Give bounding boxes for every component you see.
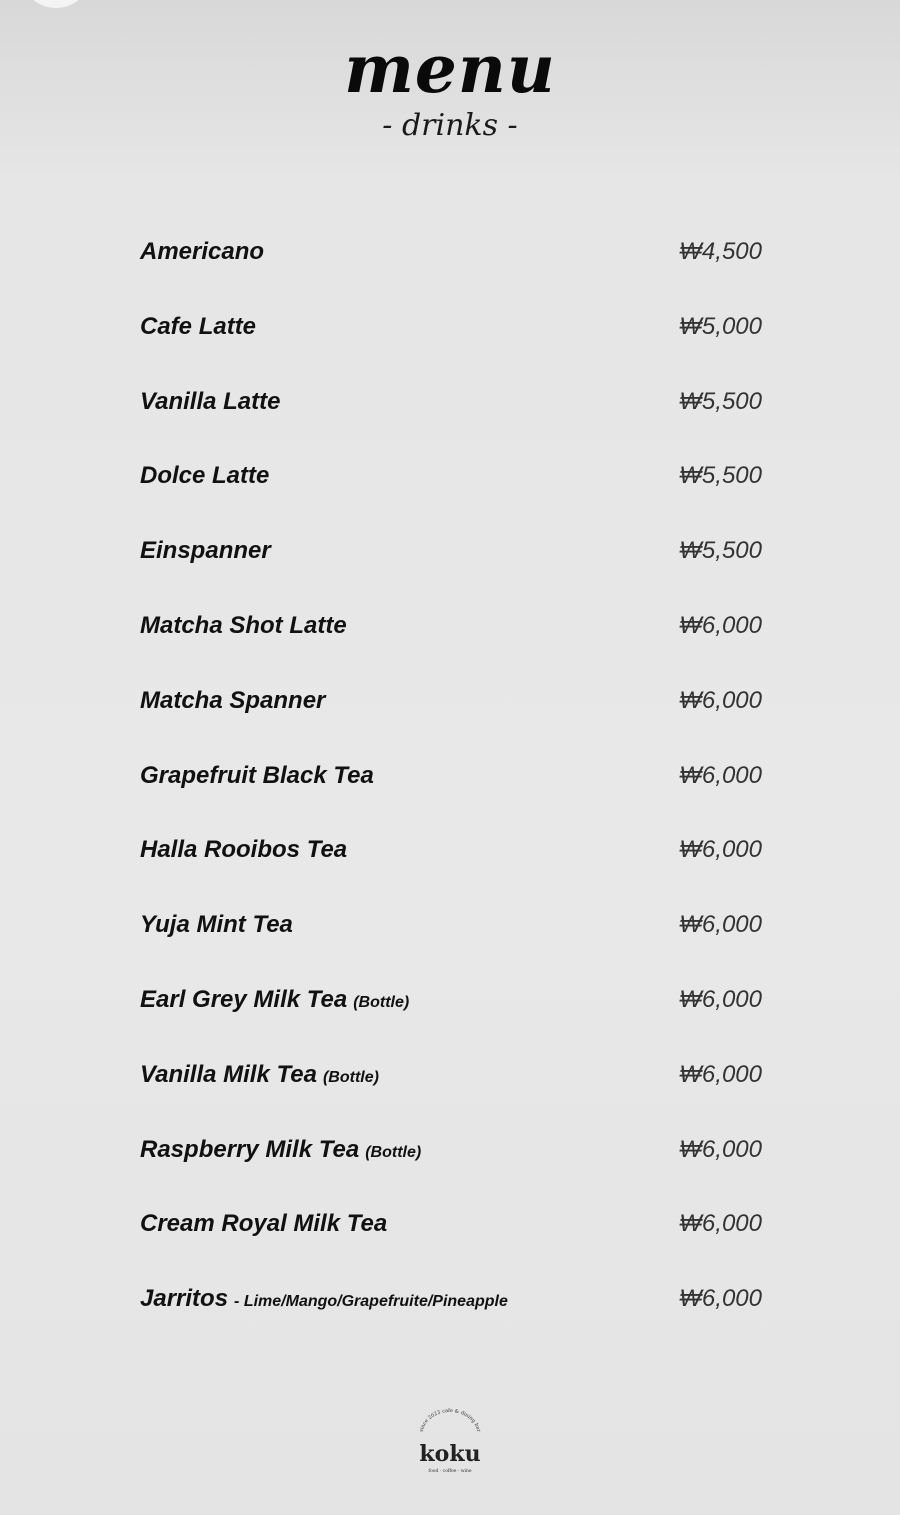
item-price: ₩6,000	[679, 985, 762, 1013]
item-name: Jarritos - Lime/Mango/Grapefruite/Pineapple	[140, 1285, 508, 1313]
item-price: ₩6,000	[679, 686, 762, 714]
menu-item	[140, 232, 762, 307]
menu-item	[140, 531, 762, 606]
menu-item	[140, 905, 762, 980]
item-price: ₩6,000	[679, 1060, 762, 1088]
item-price: ₩5,500	[679, 537, 762, 565]
item-name: Vanilla Milk Tea (Bottle)	[140, 1060, 379, 1088]
menu-item	[140, 1279, 762, 1354]
item-name: Einspanner	[140, 537, 271, 565]
item-price: ₩6,000	[679, 911, 762, 939]
menu-item	[140, 1055, 762, 1130]
item-name: Earl Grey Milk Tea (Bottle)	[140, 985, 410, 1013]
item-name: Yuja Mint Tea	[140, 911, 293, 939]
menu-item	[140, 382, 762, 457]
item-name: Halla Rooibos Tea	[140, 836, 348, 864]
item-note: (Bottle)	[322, 1068, 379, 1086]
item-name: Dolce Latte	[140, 462, 270, 490]
logo-wordmark: koku	[419, 1441, 481, 1467]
menu-subtitle: - drinks -	[382, 108, 518, 143]
menu-item	[140, 307, 762, 382]
menu-item	[140, 1130, 762, 1205]
menu-item	[140, 830, 762, 905]
corner-decoration	[20, 0, 92, 8]
koku-logo	[400, 1408, 500, 1478]
menu-item	[140, 756, 762, 831]
item-name: Grapefruit Black Tea	[140, 761, 374, 789]
item-price: ₩5,500	[679, 462, 762, 490]
item-name: Cafe Latte	[140, 312, 257, 340]
item-note: (Bottle)	[365, 1143, 422, 1161]
logo-arc-text: since 2023 cafe & dining bar	[418, 1408, 482, 1433]
menu-item	[140, 1204, 762, 1279]
item-price: ₩6,000	[679, 1210, 762, 1238]
item-note: - Lime/Mango/Grapefruite/Pineapple	[234, 1293, 508, 1311]
item-name: Vanilla Latte	[140, 387, 281, 415]
item-price: ₩6,000	[679, 1285, 762, 1313]
menu-title: menu	[344, 30, 556, 108]
item-name: Matcha Spanner	[140, 686, 326, 714]
item-price: ₩5,500	[679, 387, 762, 415]
item-name: Matcha Shot Latte	[140, 611, 347, 639]
item-name: Raspberry Milk Tea (Bottle)	[140, 1135, 422, 1163]
item-price: ₩6,000	[679, 611, 762, 639]
menu-item	[140, 606, 762, 681]
logo-tagline: food · coffee · wine	[428, 1469, 472, 1474]
item-price: ₩5,000	[679, 312, 762, 340]
item-price: ₩6,000	[679, 761, 762, 789]
menu-item	[140, 681, 762, 756]
item-price: ₩4,500	[679, 238, 762, 265]
item-price: ₩6,000	[679, 836, 762, 864]
drinks-list	[140, 232, 762, 1354]
item-note: (Bottle)	[353, 993, 410, 1011]
item-name: Cream Royal Milk Tea	[140, 1210, 388, 1238]
menu-item	[140, 980, 762, 1055]
item-name: Americano	[140, 238, 265, 265]
menu-item	[140, 456, 762, 531]
item-price: ₩6,000	[679, 1135, 762, 1163]
